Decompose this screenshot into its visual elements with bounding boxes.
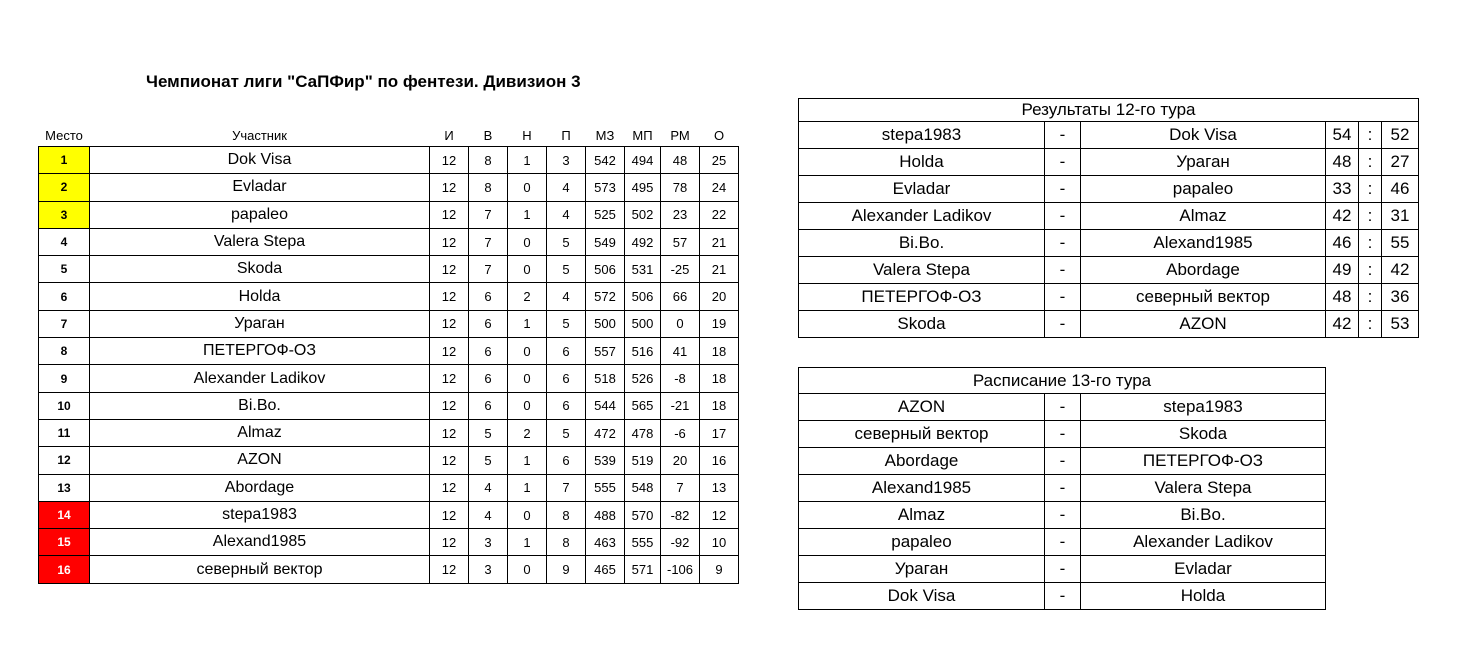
schedule-row [799,583,1326,610]
draws-cell: 0 [508,338,547,365]
draws-cell: 0 [508,174,547,201]
place-cell: 16 [39,556,90,583]
wins-cell: 6 [469,392,508,419]
games-cell: 12 [430,447,469,474]
games-cell: 12 [430,256,469,283]
result-home-score: 48 [1326,284,1359,311]
schedule-row [799,529,1326,556]
draws-cell: 1 [508,474,547,501]
wins-cell: 6 [469,365,508,392]
wins-cell: 5 [469,419,508,446]
schedule-away-team: Evladar [1081,556,1326,583]
result-home-score: 49 [1326,257,1359,284]
standings-row [39,228,739,255]
result-row [799,176,1419,203]
losses-cell: 5 [547,419,586,446]
result-separator: - [1045,284,1081,311]
result-home-team: stepa1983 [799,122,1045,149]
standings-row [39,529,739,556]
result-away-score: 55 [1382,230,1419,257]
standings-row [39,556,739,583]
result-separator: - [1045,230,1081,257]
diff-cell: 23 [661,201,700,228]
place-cell: 9 [39,365,90,392]
header-losses: П [561,128,571,143]
losses-cell: 5 [547,256,586,283]
points-cell: 13 [700,474,739,501]
result-colon: : [1359,122,1382,149]
scored-cell: 472 [586,419,625,446]
result-home-team: Valera Stepa [799,257,1045,284]
points-cell: 21 [700,228,739,255]
points-cell: 21 [700,256,739,283]
participant-cell: Ураган [90,310,430,337]
games-cell: 12 [430,310,469,337]
games-cell: 12 [430,392,469,419]
wins-cell: 6 [469,338,508,365]
place-cell: 12 [39,447,90,474]
place-cell: 6 [39,283,90,310]
standings-row [39,174,739,201]
result-separator: - [1045,203,1081,230]
standings-row [39,501,739,528]
points-cell: 20 [700,283,739,310]
result-home-score: 48 [1326,149,1359,176]
standings-row [39,147,739,174]
page-title: Чемпионат лиги "СаПФир" по фентези. Дивизион 3 [146,72,581,91]
diff-cell: -92 [661,529,700,556]
scored-cell: 465 [586,556,625,583]
schedule-separator: - [1045,448,1081,475]
games-cell: 12 [430,419,469,446]
games-cell: 12 [430,283,469,310]
result-home-team: Skoda [799,311,1045,338]
points-cell: 18 [700,365,739,392]
schedule-separator: - [1045,421,1081,448]
scored-cell: 557 [586,338,625,365]
participant-cell: Abordage [90,474,430,501]
result-separator: - [1045,122,1081,149]
conceded-cell: 502 [625,201,661,228]
points-cell: 18 [700,338,739,365]
participant-cell: Alexander Ladikov [90,365,430,392]
header-diff: РМ [670,128,690,143]
place-cell: 5 [39,256,90,283]
draws-cell: 0 [508,228,547,255]
scored-cell: 572 [586,283,625,310]
header-points: О [713,128,725,143]
place-cell: 1 [39,147,90,174]
standings-row [39,419,739,446]
schedule-separator: - [1045,583,1081,610]
header-games: И [444,128,454,143]
place-cell: 15 [39,529,90,556]
conceded-cell: 570 [625,501,661,528]
games-cell: 12 [430,147,469,174]
result-colon: : [1359,257,1382,284]
conceded-cell: 516 [625,338,661,365]
standings-row [39,256,739,283]
diff-cell: -106 [661,556,700,583]
result-home-score: 33 [1326,176,1359,203]
result-row [799,257,1419,284]
result-away-score: 27 [1382,149,1419,176]
conceded-cell: 531 [625,256,661,283]
result-away-score: 36 [1382,284,1419,311]
draws-cell: 2 [508,419,547,446]
place-cell: 4 [39,228,90,255]
draws-cell: 0 [508,501,547,528]
wins-cell: 3 [469,529,508,556]
games-cell: 12 [430,501,469,528]
scored-cell: 463 [586,529,625,556]
wins-cell: 6 [469,310,508,337]
result-home-score: 54 [1326,122,1359,149]
standings-header-row [39,125,739,147]
place-cell: 3 [39,201,90,228]
draws-cell: 2 [508,283,547,310]
results-title: Результаты 12-го тура [799,99,1419,122]
games-cell: 12 [430,365,469,392]
conceded-cell: 500 [625,310,661,337]
diff-cell: 0 [661,310,700,337]
result-row [799,122,1419,149]
results-table [798,98,1419,338]
schedule-away-team: ПЕТЕРГОФ-ОЗ [1081,448,1326,475]
schedule-table [798,367,1326,610]
result-colon: : [1359,176,1382,203]
schedule-row [799,475,1326,502]
losses-cell: 5 [547,228,586,255]
losses-cell: 7 [547,474,586,501]
wins-cell: 7 [469,256,508,283]
points-cell: 22 [700,201,739,228]
losses-cell: 6 [547,338,586,365]
participant-cell: Alexand1985 [90,529,430,556]
scored-cell: 539 [586,447,625,474]
participant-cell: papaleo [90,201,430,228]
diff-cell: 7 [661,474,700,501]
result-home-team: Evladar [799,176,1045,203]
participant-cell: Evladar [90,174,430,201]
header-draws: Н [522,128,532,143]
schedule-separator: - [1045,475,1081,502]
participant-cell: северный вектор [90,556,430,583]
result-away-team: северный вектор [1081,284,1326,311]
scored-cell: 542 [586,147,625,174]
diff-cell: 41 [661,338,700,365]
standings-row [39,310,739,337]
losses-cell: 6 [547,365,586,392]
place-cell: 2 [39,174,90,201]
result-away-team: Dok Visa [1081,122,1326,149]
header-conceded: МП [632,128,653,143]
schedule-row [799,421,1326,448]
scored-cell: 518 [586,365,625,392]
header-participant: Участник [232,128,287,143]
scored-cell: 555 [586,474,625,501]
diff-cell: 48 [661,147,700,174]
schedule-row [799,448,1326,475]
diff-cell: 66 [661,283,700,310]
wins-cell: 8 [469,174,508,201]
diff-cell: -82 [661,501,700,528]
conceded-cell: 565 [625,392,661,419]
result-away-team: papaleo [1081,176,1326,203]
standings-row [39,338,739,365]
participant-cell: AZON [90,447,430,474]
standings-row [39,447,739,474]
diff-cell: 78 [661,174,700,201]
result-home-team: ПЕТЕРГОФ-ОЗ [799,284,1045,311]
place-cell: 7 [39,310,90,337]
result-colon: : [1359,149,1382,176]
wins-cell: 7 [469,201,508,228]
result-home-score: 42 [1326,311,1359,338]
losses-cell: 6 [547,447,586,474]
standings-row [39,283,739,310]
draws-cell: 0 [508,256,547,283]
schedule-home-team: северный вектор [799,421,1045,448]
draws-cell: 1 [508,201,547,228]
result-separator: - [1045,311,1081,338]
schedule-home-team: Almaz [799,502,1045,529]
schedule-separator: - [1045,529,1081,556]
schedule-row [799,556,1326,583]
result-row [799,149,1419,176]
schedule-title: Расписание 13-го тура [799,368,1326,394]
draws-cell: 0 [508,556,547,583]
points-cell: 24 [700,174,739,201]
participant-cell: Skoda [90,256,430,283]
result-row [799,284,1419,311]
schedule-away-team: Bi.Bo. [1081,502,1326,529]
standings-body [39,147,739,584]
result-colon: : [1359,284,1382,311]
result-home-team: Holda [799,149,1045,176]
participant-cell: Holda [90,283,430,310]
result-separator: - [1045,176,1081,203]
schedule-home-team: Dok Visa [799,583,1045,610]
schedule-separator: - [1045,394,1081,421]
result-row [799,311,1419,338]
participant-cell: ПЕТЕРГОФ-ОЗ [90,338,430,365]
losses-cell: 6 [547,392,586,419]
diff-cell: -25 [661,256,700,283]
result-colon: : [1359,203,1382,230]
scored-cell: 573 [586,174,625,201]
schedule-away-team: Holda [1081,583,1326,610]
conceded-cell: 492 [625,228,661,255]
losses-cell: 8 [547,501,586,528]
games-cell: 12 [430,201,469,228]
result-away-score: 31 [1382,203,1419,230]
schedule-title-row [799,368,1326,394]
header-scored: МЗ [595,128,615,143]
standings-row [39,474,739,501]
draws-cell: 1 [508,529,547,556]
schedule-away-team: stepa1983 [1081,394,1326,421]
header-wins: В [483,128,493,143]
losses-cell: 4 [547,283,586,310]
schedule-row [799,502,1326,529]
participant-cell: Almaz [90,419,430,446]
scored-cell: 549 [586,228,625,255]
points-cell: 18 [700,392,739,419]
games-cell: 12 [430,474,469,501]
participant-cell: Dok Visa [90,147,430,174]
draws-cell: 1 [508,147,547,174]
games-cell: 12 [430,529,469,556]
result-away-team: AZON [1081,311,1326,338]
games-cell: 12 [430,338,469,365]
wins-cell: 7 [469,228,508,255]
conceded-cell: 571 [625,556,661,583]
standings-row [39,201,739,228]
result-row [799,203,1419,230]
result-away-team: Alexand1985 [1081,230,1326,257]
result-colon: : [1359,230,1382,257]
wins-cell: 6 [469,283,508,310]
result-away-score: 53 [1382,311,1419,338]
losses-cell: 4 [547,174,586,201]
schedule-home-team: Alexand1985 [799,475,1045,502]
wins-cell: 4 [469,501,508,528]
games-cell: 12 [430,174,469,201]
losses-cell: 8 [547,529,586,556]
schedule-away-team: Alexander Ladikov [1081,529,1326,556]
draws-cell: 1 [508,310,547,337]
standings-row [39,365,739,392]
result-home-team: Bi.Bo. [799,230,1045,257]
wins-cell: 3 [469,556,508,583]
schedule-away-team: Valera Stepa [1081,475,1326,502]
place-cell: 11 [39,419,90,446]
participant-cell: stepa1983 [90,501,430,528]
draws-cell: 0 [508,365,547,392]
schedule-home-team: AZON [799,394,1045,421]
results-title-row [799,99,1419,122]
standings-row [39,392,739,419]
standings-table [38,125,739,584]
draws-cell: 0 [508,392,547,419]
draws-cell: 1 [508,447,547,474]
scored-cell: 500 [586,310,625,337]
conceded-cell: 555 [625,529,661,556]
points-cell: 25 [700,147,739,174]
result-row [799,230,1419,257]
scored-cell: 544 [586,392,625,419]
games-cell: 12 [430,556,469,583]
wins-cell: 5 [469,447,508,474]
result-away-team: Ураган [1081,149,1326,176]
conceded-cell: 548 [625,474,661,501]
result-away-score: 46 [1382,176,1419,203]
points-cell: 9 [700,556,739,583]
schedule-home-team: papaleo [799,529,1045,556]
conceded-cell: 519 [625,447,661,474]
diff-cell: -8 [661,365,700,392]
points-cell: 17 [700,419,739,446]
conceded-cell: 495 [625,174,661,201]
diff-cell: 57 [661,228,700,255]
points-cell: 10 [700,529,739,556]
scored-cell: 525 [586,201,625,228]
result-away-score: 42 [1382,257,1419,284]
result-away-team: Abordage [1081,257,1326,284]
result-away-score: 52 [1382,122,1419,149]
result-separator: - [1045,149,1081,176]
result-home-score: 46 [1326,230,1359,257]
losses-cell: 9 [547,556,586,583]
conceded-cell: 526 [625,365,661,392]
schedule-separator: - [1045,502,1081,529]
points-cell: 16 [700,447,739,474]
schedule-separator: - [1045,556,1081,583]
points-cell: 19 [700,310,739,337]
wins-cell: 4 [469,474,508,501]
conceded-cell: 478 [625,419,661,446]
diff-cell: 20 [661,447,700,474]
losses-cell: 4 [547,201,586,228]
diff-cell: -6 [661,419,700,446]
result-colon: : [1359,311,1382,338]
header-place: Место [45,128,83,143]
place-cell: 14 [39,501,90,528]
diff-cell: -21 [661,392,700,419]
schedule-home-team: Ураган [799,556,1045,583]
result-away-team: Almaz [1081,203,1326,230]
result-home-score: 42 [1326,203,1359,230]
wins-cell: 8 [469,147,508,174]
participant-cell: Valera Stepa [90,228,430,255]
place-cell: 10 [39,392,90,419]
schedule-row [799,394,1326,421]
points-cell: 12 [700,501,739,528]
losses-cell: 3 [547,147,586,174]
place-cell: 8 [39,338,90,365]
losses-cell: 5 [547,310,586,337]
schedule-home-team: Abordage [799,448,1045,475]
scored-cell: 506 [586,256,625,283]
schedule-away-team: Skoda [1081,421,1326,448]
conceded-cell: 494 [625,147,661,174]
scored-cell: 488 [586,501,625,528]
place-cell: 13 [39,474,90,501]
conceded-cell: 506 [625,283,661,310]
result-separator: - [1045,257,1081,284]
participant-cell: Bi.Bo. [90,392,430,419]
result-home-team: Alexander Ladikov [799,203,1045,230]
games-cell: 12 [430,228,469,255]
